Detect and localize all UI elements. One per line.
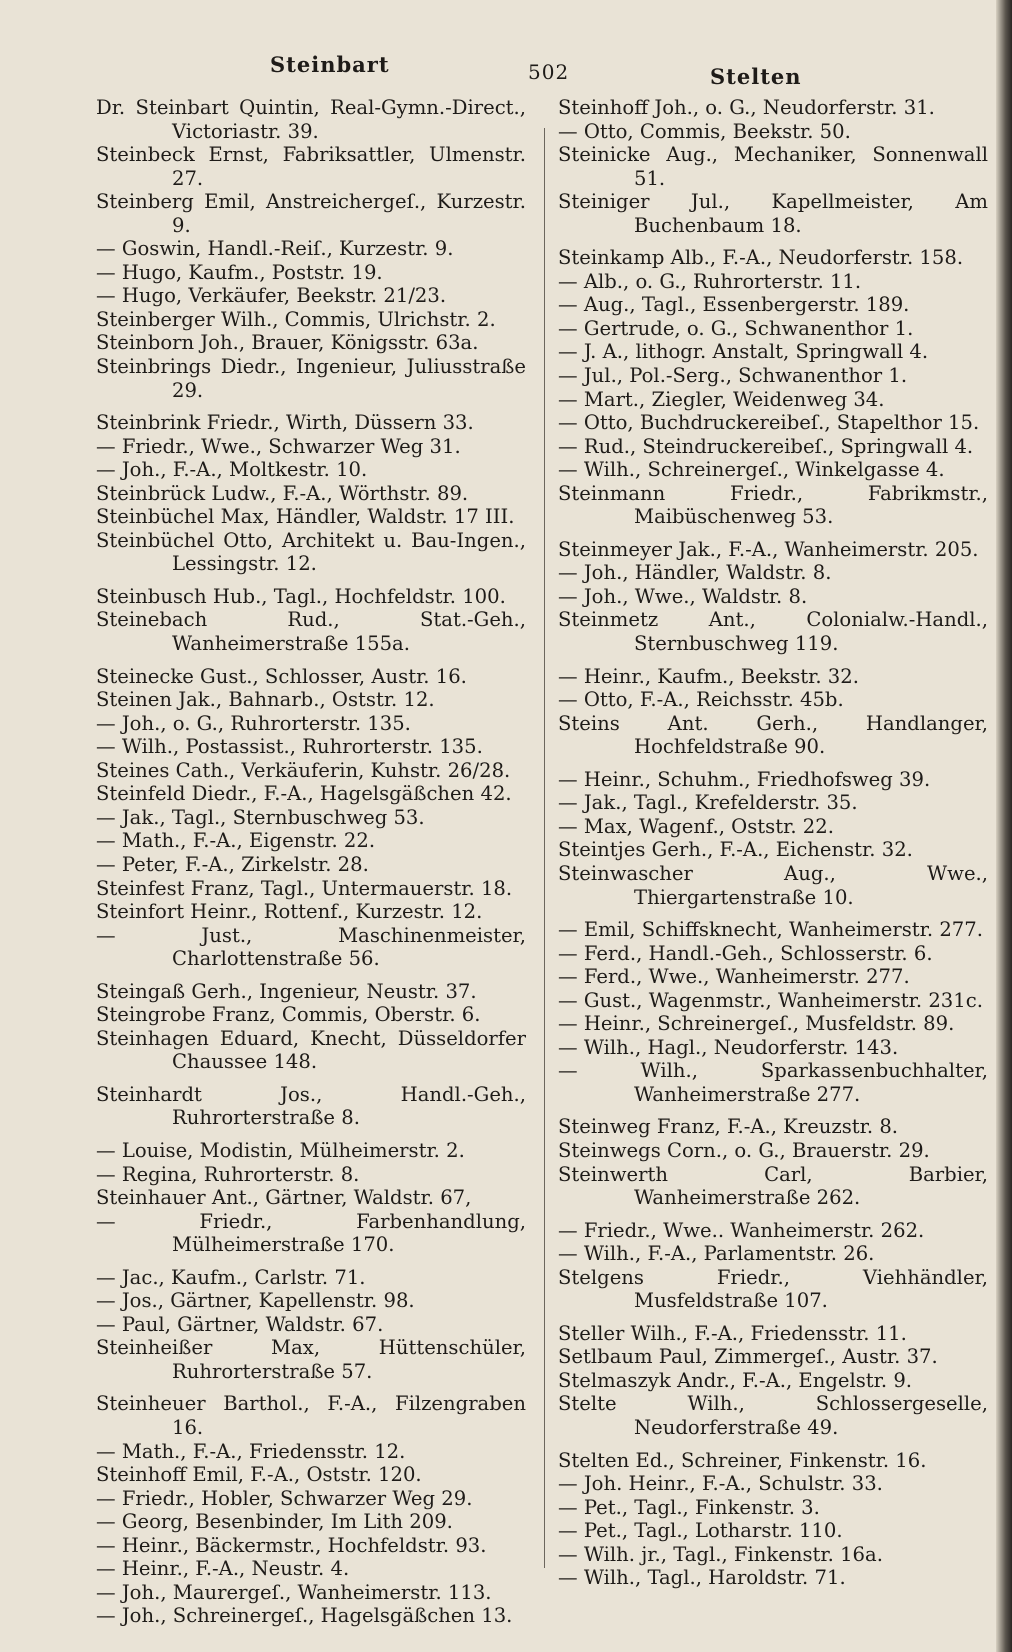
directory-entry: Steinwerth Carl, Barbier, Wanheimerstraße 262. <box>558 1162 988 1210</box>
directory-entry: — Heinr., Schuhm., Friedhofsweg 39. <box>558 767 931 791</box>
directory-entry: — Joh., Maurergeſ., Wanheimerstr. 113. <box>96 1580 492 1604</box>
directory-entry: — Paul, Gärtner, Waldstr. 67. <box>96 1312 384 1336</box>
directory-entry: — Friedr., Wwe., Schwarzer Weg 31. <box>96 434 461 458</box>
directory-entry: Dr. Steinbart Quintin, Real-Gymn.-Direct., Victoriastr. 39. <box>96 96 526 143</box>
directory-entry: Stelten Ed., Schreiner, Finkenstr. 16. <box>558 1448 927 1472</box>
directory-entry: Steinwascher Aug., Wwe., Thiergartenstraße 10. <box>558 861 988 909</box>
directory-entry: Steinmann Friedr., Fabrikmstr., Maibüschenweg 53. <box>558 481 988 529</box>
directory-entry: — Friedr., Hobler, Schwarzer Weg 29. <box>96 1486 473 1510</box>
directory-entry: — Wilh., Tagl., Haroldstr. 71. <box>558 1566 846 1590</box>
directory-entry: Steinhauer Ant., Gärtner, Waldstr. 67, <box>96 1186 472 1210</box>
directory-entry: Steinbüchel Max, Händler, Waldstr. 17 III. <box>96 505 515 529</box>
directory-entry: — Aug., Tagl., Essenbergerstr. 189. <box>558 293 910 317</box>
directory-entry: Steinweg Franz, F.-A., Kreuzstr. 8. <box>558 1115 899 1139</box>
directory-entry: — Math., F.-A., Eigenstr. 22. <box>96 829 376 853</box>
directory-entry: Steinhoff Joh., o. G., Neudorferstr. 31. <box>558 96 935 119</box>
directory-entry: Steinberger Wilh., Commis, Ulrichstr. 2. <box>96 307 496 331</box>
directory-entry: — Hugo, Verkäufer, Beekstr. 21/23. <box>96 284 447 308</box>
directory-entry: — Wilh., F.-A., Parlamentstr. 26. <box>558 1242 875 1266</box>
directory-entry: — Peter, F.-A., Zirkelstr. 28. <box>96 852 369 876</box>
directory-entry: Setlbaum Paul, Zimmergeſ., Austr. 37. <box>558 1345 938 1369</box>
directory-entry: Steinbrink Friedr., Wirth, Düssern 33. <box>96 411 474 435</box>
directory-entry: Steinen Jak., Bahnarb., Oststr. 12. <box>96 688 435 712</box>
directory-entry: Steiniger Jul., Kapellmeister, Am Buchenbaum 18. <box>558 190 988 237</box>
directory-entry: Steinbusch Hub., Tagl., Hochfeldstr. 100. <box>96 584 506 608</box>
directory-entry: — J. A., lithogr. Anstalt, Springwall 4. <box>558 340 929 364</box>
left-running-head: Steinbart <box>270 52 390 77</box>
directory-entry: Steinberg Emil, Anstreichergeſ., Kurzestr. 9. <box>96 190 526 237</box>
directory-entry: — Georg, Besenbinder, Im Lith 209. <box>96 1510 453 1534</box>
directory-entry: — Wilh., Schreinergeſ., Winkelgasse 4. <box>558 458 945 482</box>
page-number: 502 <box>528 60 570 84</box>
directory-entry: — Friedr., Farbenhandlung, Mülheimerstraße 170. <box>96 1209 526 1257</box>
directory-entry: — Pet., Tagl., Finkenstr. 3. <box>558 1495 820 1519</box>
directory-entry: — Goswin, Handl.-Reiſ., Kurzestr. 9. <box>96 237 454 261</box>
directory-entry: Steinkamp Alb., F.-A., Neudorferstr. 158. <box>558 246 964 270</box>
directory-entry: Steinfeld Diedr., F.-A., Hagelsgäßchen 42. <box>96 782 512 806</box>
directory-entry: Stelgens Friedr., Viehhändler, Musfeldstraße 107. <box>558 1265 988 1313</box>
directory-entry: Steinmetz Ant., Colonialw.-Handl., Sternbuschweg 119. <box>558 608 988 656</box>
directory-entry: Steinbrück Ludw., F.-A., Wörthstr. 89. <box>96 481 469 505</box>
right-column <box>558 96 988 1590</box>
directory-entry: Steinheißer Max, Hüttenschüler, Ruhrorterstraße 57. <box>96 1336 526 1383</box>
directory-entry: — Ferd., Wwe., Wanheimerstr. 277. <box>558 965 910 989</box>
directory-entry: Steingaß Gerh., Ingenieur, Neustr. 37. <box>96 979 477 1003</box>
directory-entry: Steller Wilh., F.-A., Friedensstr. 11. <box>558 1321 907 1345</box>
directory-entry: — Gertrude, o. G., Schwanenthor 1. <box>558 316 914 340</box>
directory-entry: — Mart., Ziegler, Weidenweg 34. <box>558 387 885 411</box>
directory-entry: — Wilh. jr., Tagl., Finkenstr. 16a. <box>558 1542 883 1566</box>
directory-entry: — Max, Wagenf., Oststr. 22. <box>558 814 834 838</box>
directory-entry: — Heinr., Kaufm., Beekstr. 32. <box>558 664 859 688</box>
directory-entry: — Joh., Wwe., Waldstr. 8. <box>558 584 808 608</box>
column-divider <box>544 128 545 1568</box>
directory-entry: — Joh., Händler, Waldstr. 8. <box>558 561 832 585</box>
directory-entry: Steinhardt Jos., Handl.-Geh., Ruhrorterstraße 8. <box>96 1082 526 1130</box>
directory-entry: — Friedr., Wwe.. Wanheimerstr. 262. <box>558 1218 925 1242</box>
directory-entry: Steinbrings Diedr., Ingenieur, Juliusstraße 29. <box>96 355 526 402</box>
directory-entry: — Wilh., Hagl., Neudorferstr. 143. <box>558 1035 899 1059</box>
directory-entry: — Otto, Commis, Beekstr. 50. <box>558 119 851 143</box>
directory-entry: Steinhoff Emil, F.-A., Oststr. 120. <box>96 1463 422 1487</box>
directory-entry: Steinbüchel Otto, Architekt u. Bau-Ingen., Lessingstr. 12. <box>96 528 526 576</box>
directory-entry: Steingrobe Franz, Commis, Oberstr. 6. <box>96 1003 481 1027</box>
directory-entry: — Joh., Schreinergeſ., Hagelsgäßchen 13. <box>96 1604 513 1628</box>
directory-entry: — Heinr., Bäckermstr., Hochfeldstr. 93. <box>96 1533 487 1557</box>
directory-entry: — Jos., Gärtner, Kapellenstr. 98. <box>96 1289 415 1313</box>
directory-entry: Steintjes Gerh., F.-A., Eichenstr. 32. <box>558 838 913 862</box>
directory-entry: — Joh., o. G., Ruhrorterstr. 135. <box>96 711 411 735</box>
directory-entry: Steins Ant. Gerh., Handlanger, Hochfeldstraße 90. <box>558 711 988 759</box>
directory-entry: — Otto, F.-A., Reichsstr. 45b. <box>558 688 844 712</box>
directory-entry: Steinfort Heinr., Rottenf., Kurzestr. 12. <box>96 900 483 924</box>
directory-entry: Steinwegs Corn., o. G., Brauerstr. 29. <box>558 1138 930 1162</box>
directory-entry: — Gust., Wagenmstr., Wanheimerstr. 231c. <box>558 988 983 1012</box>
directory-entry: — Alb., o. G., Ruhrorterstr. 11. <box>558 269 862 293</box>
directory-entry: — Louise, Modistin, Mülheimerstr. 2. <box>96 1138 465 1162</box>
right-running-head: Stelten <box>710 64 802 89</box>
directory-entry: — Otto, Buchdruckereibeſ., Stapelthor 15. <box>558 411 980 435</box>
directory-entry: — Jul., Pol.-Serg., Schwanenthor 1. <box>558 364 908 388</box>
book-binding-edge <box>996 0 1012 1652</box>
directory-entry: — Wilh., Postassist., Ruhrorterstr. 135. <box>96 735 483 759</box>
directory-entry: — Jac., Kaufm., Carlstr. 71. <box>96 1265 366 1289</box>
directory-entry: Steinfest Franz, Tagl., Untermauerstr. 18. <box>96 876 513 900</box>
directory-entry: — Hugo, Kaufm., Poststr. 19. <box>96 260 383 284</box>
directory-entry: — Heinr., Schreinergeſ., Musfeldstr. 89. <box>558 1012 955 1036</box>
directory-entry: — Ferd., Handl.-Geh., Schlosserstr. 6. <box>558 941 933 965</box>
directory-entry: Steinicke Aug., Mechaniker, Sonnenwall 51. <box>558 143 988 190</box>
directory-entry: — Pet., Tagl., Lotharstr. 110. <box>558 1519 843 1543</box>
left-column <box>96 96 526 1628</box>
directory-entry: Steinebach Rud., Stat.-Geh., Wanheimerstraße 155a. <box>96 608 526 656</box>
directory-entry: Steinhagen Eduard, Knecht, Düsseldorfer Chaussee 148. <box>96 1026 526 1074</box>
directory-entry: — Heinr., F.-A., Neustr. 4. <box>96 1557 350 1581</box>
directory-entry: — Jak., Tagl., Krefelderstr. 35. <box>558 791 858 815</box>
directory-entry: Steinmeyer Jak., F.-A., Wanheimerstr. 205. <box>558 537 979 561</box>
directory-entry: Steinecke Gust., Schlosser, Austr. 16. <box>96 664 467 688</box>
directory-entry: — Wilh., Sparkassenbuchhalter, Wanheimerstraße 277. <box>558 1059 988 1106</box>
directory-entry: — Jak., Tagl., Sternbuschweg 53. <box>96 805 425 829</box>
directory-entry: Stelte Wilh., Schlossergeselle, Neudorferstraße 49. <box>558 1392 988 1439</box>
directory-entry: — Emil, Schiffsknecht, Wanheimerstr. 277. <box>558 918 983 942</box>
directory-entry: — Just., Maschinenmeister, Charlottenstraße 56. <box>96 923 526 971</box>
directory-entry: Steinheuer Barthol., F.-A., Filzengraben 16. <box>96 1392 526 1439</box>
directory-entry: — Joh., F.-A., Moltkestr. 10. <box>96 458 368 482</box>
directory-entry: — Math., F.-A., Friedensstr. 12. <box>96 1439 406 1463</box>
directory-entry: Steines Cath., Verkäuferin, Kuhstr. 26/28. <box>96 758 511 782</box>
directory-entry: — Joh. Heinr., F.-A., Schulstr. 33. <box>558 1472 883 1496</box>
directory-entry: — Rud., Steindruckereibeſ., Springwall 4. <box>558 434 974 458</box>
directory-entry: Stelmaszyk Andr., F.-A., Engelstr. 9. <box>558 1368 913 1392</box>
directory-entry: Steinborn Joh., Brauer, Königsstr. 63a. <box>96 331 479 355</box>
directory-entry: — Regina, Ruhrorterstr. 8. <box>96 1162 360 1186</box>
directory-entry: Steinbeck Ernst, Fabriksattler, Ulmenstr. 27. <box>96 143 526 190</box>
